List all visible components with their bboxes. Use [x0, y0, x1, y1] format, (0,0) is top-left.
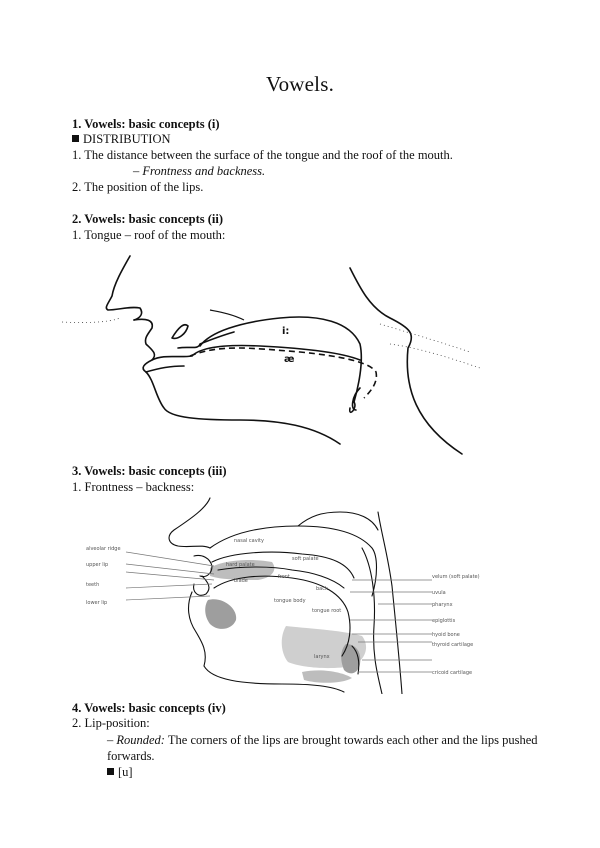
label-upper-lip: upper lip: [86, 562, 109, 568]
label-cricoid-cartilage: cricoid cartilage: [432, 670, 473, 676]
label-nasal-cavity: nasal cavity: [234, 538, 264, 544]
label-pharynx: pharynx: [432, 602, 453, 608]
example-u: [u]: [118, 765, 133, 779]
label-hard-palate: hard palate: [226, 562, 255, 568]
label-larynx: larynx: [314, 654, 330, 660]
rounded-description: – Rounded: The corners of the lips are brought towards each other and the lips pushed: [107, 733, 538, 747]
label-epiglottis: epiglottis: [432, 618, 456, 624]
square-bullet-icon: [72, 135, 79, 142]
square-bullet-icon: [107, 768, 114, 775]
label-teeth: teeth: [86, 582, 100, 588]
label-front: front: [278, 574, 290, 580]
label-hyoid-bone: hyoid bone: [432, 632, 460, 638]
distribution-line: [72, 132, 171, 147]
label-thyroid-cartilage: thyroid cartilage: [432, 642, 474, 648]
section-2-heading: 2. Vowels: basic concepts (ii): [72, 212, 224, 226]
vocal-tract-tongue-figure: [60, 248, 530, 456]
section-3-heading: 3. Vowels: basic concepts (iii): [72, 464, 227, 478]
label-back: back: [316, 586, 328, 592]
label-tongue-root: tongue root: [312, 608, 342, 614]
rounded-text: The corners of the lips are brought towards each other and the lips pushed: [164, 733, 538, 747]
section-4-item-1: 2. Lip-position:: [72, 716, 150, 730]
label-i: i:: [282, 326, 290, 337]
label-alveolar-ridge: alveolar ridge: [86, 546, 121, 552]
section-1-item-1: 1. The distance between the surface of the tongue and the roof of the mouth.: [72, 148, 453, 162]
label-lower-lip: lower lip: [86, 600, 108, 606]
label-ae: æ: [284, 354, 295, 365]
page-title: Vowels.: [265, 72, 335, 96]
rounded-label: Rounded:: [116, 733, 165, 747]
label-uvula: uvula: [432, 590, 446, 596]
label-blade: blade: [234, 578, 248, 584]
section-1-subitem: – Frontness and backness.: [133, 164, 266, 178]
rounded-description-cont: forwards.: [107, 749, 155, 763]
section-1-item-2: 2. The position of the lips.: [72, 180, 204, 194]
section-1-heading: 1. Vowels: basic concepts (i): [72, 117, 220, 131]
example-line: [107, 765, 133, 780]
vocal-tract-anatomy-figure: [82, 496, 492, 694]
section-2-item-1: 1. Tongue – roof of the mouth:: [72, 228, 226, 242]
label-soft-palate: soft palate: [292, 556, 319, 562]
section-4-heading: 4. Vowels: basic concepts (iv): [72, 701, 226, 715]
label-velum: velum (soft palate): [432, 574, 480, 580]
section-3-item-1: 1. Frontness – backness:: [72, 480, 195, 494]
distribution-label: DISTRIBUTION: [83, 132, 171, 146]
label-tongue-body: tongue body: [274, 598, 306, 604]
